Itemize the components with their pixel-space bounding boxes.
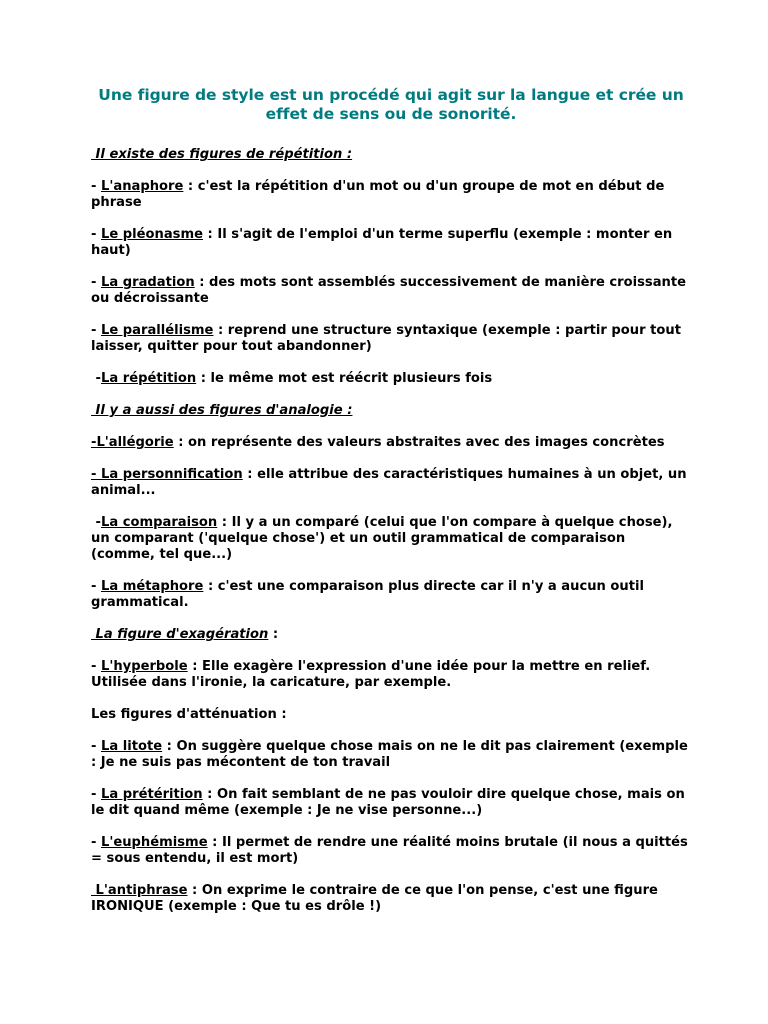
term-parallelisme: Le parallélisme [101,323,214,338]
definition-comparaison: : Il y a un comparé (celui que l'on compare à quelque chose), un comparant ('quelque chose') et un outil grammatical de comparaison (comme, tel que...) [91,515,673,562]
heading-repetition-text: Il existe des figures de répétition : [91,147,353,162]
definition-repetition: : le même mot est réécrit plusieurs fois [196,371,493,386]
term-allegorie: L'allégorie [96,435,174,450]
item-allegorie [91,435,691,451]
item-anaphore [91,179,691,211]
item-prefix: - [91,787,101,802]
heading-analogie-text: Il y a aussi des figures d'analogie : [91,403,353,418]
definition-antiphrase: : On exprime le contraire de ce que l'on pense, c'est une figure IRONIQUE (exemple : Que tu es drôle !) [91,883,658,914]
definition-anaphore: : c'est la répétition d'un mot ou d'un groupe de mot en début de phrase [91,179,665,210]
definition-parallelisme: : reprend une structure syntaxique (exemple : partir pour tout laisser, quitter pour tout abandonner) [91,323,681,354]
definition-gradation: : des mots sont assemblés successivement de manière croissante ou décroissante [91,275,687,306]
item-metaphore [91,579,691,611]
document-page [91,86,691,931]
item-prefix: - [91,435,97,450]
item-comparaison [91,515,691,563]
heading-exageration-text: La figure d'exagération [91,627,269,642]
definition-allegorie: : on représente des valeurs abstraites avec des images concrètes [173,435,665,450]
item-prefix: - [91,179,101,194]
item-repetition [91,371,691,387]
definition-pleonasme: : Il s'agit de l'emploi d'un terme superflu (exemple : monter en haut) [91,227,673,258]
definition-hyperbole: : Elle exagère l'expression d'une idée pour la mettre en relief. Utilisée dans l'ironie, la caricature, par exemple. [91,659,651,690]
item-hyperbole [91,659,691,691]
term-personnification: La personnification [101,467,243,482]
item-prefix: - [91,579,101,594]
item-prefix: - [91,323,101,338]
term-gradation: La gradation [101,275,195,290]
definition-metaphore: : c'est une comparaison plus directe car il n'y a aucun outil grammatical. [91,579,644,610]
heading-attenuation: Les figures d'atténuation : [91,707,287,722]
definition-euphemisme: : Il permet de rendre une réalité moins brutale (il nous a quittés = sous entendu, il est mort) [91,835,688,866]
item-prefix: - [91,371,101,386]
item-personnification [91,467,691,499]
document-title: Une figure de style est un procédé qui agit sur la langue et crée un effet de sens ou de sonorité. [98,86,684,123]
term-euphemisme: L'euphémisme [101,835,208,850]
item-parallelisme [91,323,691,355]
definition-personnification: : elle attribue des caractéristiques humaines à un objet, un animal... [91,467,687,498]
item-prefix: - [91,515,101,530]
heading-exageration-colon: : [268,627,279,642]
item-prefix: - [91,835,101,850]
definition-litote: : On suggère quelque chose mais on ne le dit pas clairement (exemple : Je ne suis pas mécontent de ton travail [91,739,688,770]
term-anaphore: L'anaphore [101,179,184,194]
item-prefix: - [91,659,101,674]
term-preterition: La prétérition [101,787,203,802]
term-hyperbole: L'hyperbole [101,659,188,674]
definition-preterition: : On fait semblant de ne pas vouloir dire quelque chose, mais on le dit quand même (exemple : Je ne vise personne...) [91,787,685,818]
item-prefix: - [91,227,101,242]
term-pleonasme: Le pléonasme [101,227,203,242]
item-antiphrase [91,883,691,915]
item-prefix: - [91,467,101,482]
term-comparaison: La comparaison [101,515,218,530]
term-metaphore: La métaphore [101,579,204,594]
heading-exageration [91,627,691,643]
term-antiphrase: L'antiphrase [91,883,188,898]
item-prefix: - [91,739,101,754]
heading-repetition [91,147,691,163]
item-litote [91,739,691,771]
term-repetition: La répétition [101,371,197,386]
heading-analogie [91,403,691,419]
item-pleonasme [91,227,691,259]
item-prefix: - [91,275,101,290]
item-gradation [91,275,691,307]
term-litote: La litote [101,739,163,754]
item-euphemisme [91,835,691,867]
item-preterition [91,787,691,819]
